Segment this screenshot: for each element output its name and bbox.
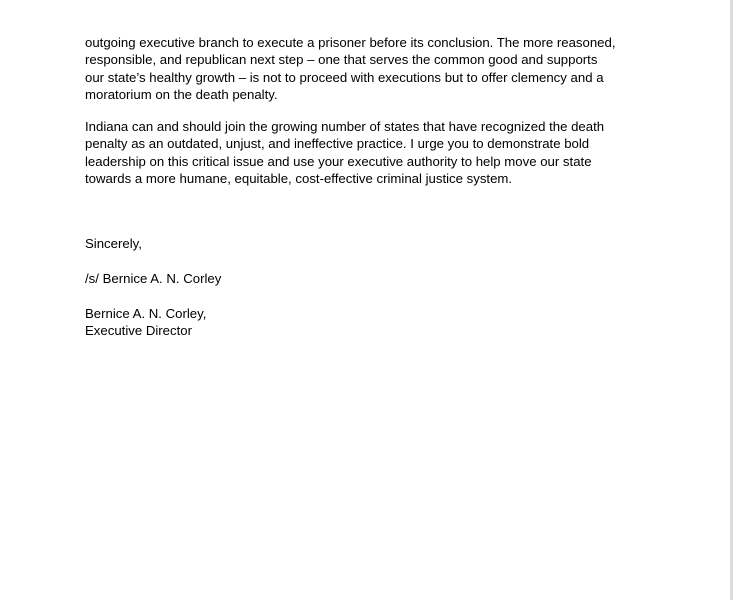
paragraph-line: responsible, and republican next step – one that serves the common good and supports <box>85 52 598 68</box>
closing-text: Sincerely, <box>85 236 142 251</box>
paragraph-line: leadership on this critical issue and use your executive authority to help move our state <box>85 153 592 169</box>
signer-name: Bernice A. N. Corley, <box>85 306 207 321</box>
paragraph-line: towards a more humane, equitable, cost-effective criminal justice system. <box>85 171 513 187</box>
paragraph-line: moratorium on the death penalty. <box>85 87 278 103</box>
paragraph-line: penalty as an outdated, unjust, and ineffective practice. I urge you to demonstrate bold <box>85 136 590 152</box>
paragraph-line: our state’s healthy growth – is not to proceed with executions but to offer clemency and a <box>85 69 604 85</box>
letter-paragraph <box>85 118 655 188</box>
paragraph-line: Indiana can and should join the growing number of states that have recognized the death <box>85 119 605 134</box>
signature-text: /s/ Bernice A. N. Corley <box>85 271 222 286</box>
paragraph-line: outgoing executive branch to execute a prisoner before its conclusion. The more reasoned, <box>85 35 616 50</box>
letter-paragraph <box>85 34 655 104</box>
signer-block <box>85 305 655 340</box>
signer-title: Executive Director <box>85 323 193 339</box>
letter-signature <box>85 270 655 287</box>
letter-closing <box>85 235 655 252</box>
